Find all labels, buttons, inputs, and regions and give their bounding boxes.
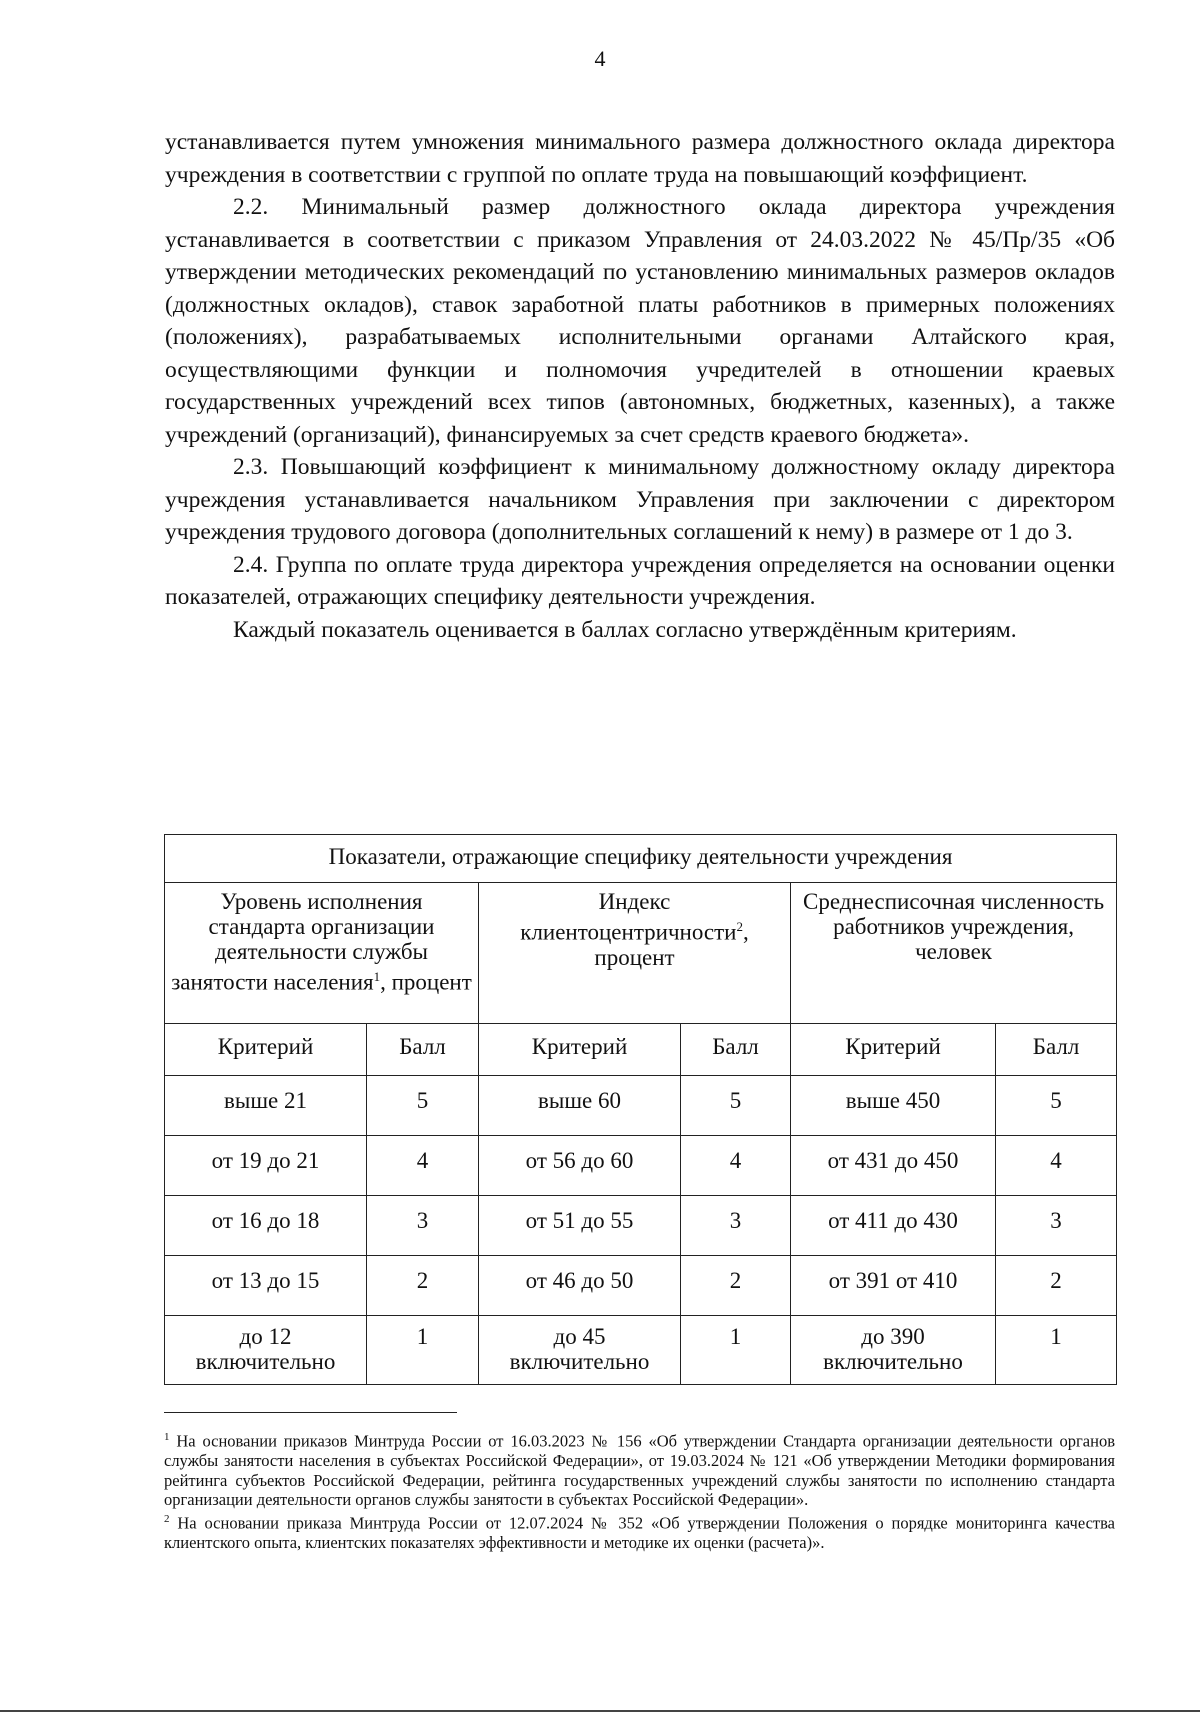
footnote-1 [164,1428,1115,1510]
footnote-mark: 1 [164,1431,170,1443]
score-cell: 4 [367,1136,479,1196]
criterion-cell: от 56 до 60 [479,1136,681,1196]
footnote-ref-2: 2 [736,919,743,934]
group-header-headcount: Среднесписочная численность работников учреждения, человек [791,883,1117,1024]
criterion-cell: от 19 до 21 [165,1136,367,1196]
document-body [165,126,1115,646]
score-cell: 5 [367,1076,479,1136]
footnote-separator [164,1412,457,1413]
scan-edge-line [0,1710,1200,1712]
table-row [165,1256,1117,1316]
criterion-cell: от 411 до 430 [791,1196,996,1256]
criterion-header: Критерий [165,1024,367,1076]
score-header: Балл [367,1024,479,1076]
table-row [165,1076,1117,1136]
criteria-table [164,834,1117,1385]
page-number: 4 [594,46,606,71]
paragraph-2-3: 2.3. Повышающий коэффициент к минимальному должностному окладу директора учреждения устанавливается начальником Управления при заключении с директором учреждения трудового договора (дополнительных соглашений к нему) в размере от 1 до 3. [165,454,1115,545]
score-cell: 5 [681,1076,791,1136]
paragraph-continuation: устанавливается путем умножения минимального размера должностного оклада директора учреждения в соответствии с группой по оплате труда на повышающий коэффициент. [165,129,1115,188]
group-header-standard-level: Уровень исполнения стандарта организации деятельности службы занятости населения$^1$, процент [165,883,479,1024]
score-cell: 1 [996,1316,1117,1385]
criterion-cell: до 390 включительно [791,1316,996,1385]
criterion-cell: от 13 до 15 [165,1256,367,1316]
score-cell: 3 [996,1196,1117,1256]
criterion-cell: до 45 включительно [479,1316,681,1385]
score-cell: 1 [681,1316,791,1385]
table-row [165,1196,1117,1256]
footnote-2 [164,1510,1115,1553]
paragraph-2-4: 2.4. Группа по оплате труда директора учреждения определяется на основании оценки показателей, отражающих специфику деятельности учреждения. [165,551,1115,610]
footnotes [164,1428,1115,1553]
footnote-text: На основании приказа Минтруда России от 12.07.2024 № 352 «Об утверждении Положения о порядке мониторинга качества клиентского опыта, клиентских показателях эффективности и методике их оценки (расчета)». [164,1513,1115,1552]
score-cell: 5 [996,1076,1117,1136]
footnote-ref-1: 1 [373,969,381,984]
criterion-cell: от 431 до 450 [791,1136,996,1196]
criterion-cell: выше 450 [791,1076,996,1136]
score-header: Балл [996,1024,1117,1076]
score-cell: 3 [681,1196,791,1256]
table-row [165,1316,1117,1385]
group-header-client-index: Индекс клиентоцентричности$^2$, процент [479,883,791,1024]
criterion-cell: от 16 до 18 [165,1196,367,1256]
criterion-cell: от 391 от 410 [791,1256,996,1316]
score-cell: 2 [681,1256,791,1316]
score-cell: 3 [367,1196,479,1256]
criterion-cell: выше 60 [479,1076,681,1136]
criterion-cell: от 46 до 50 [479,1256,681,1316]
score-cell: 4 [996,1136,1117,1196]
criterion-header: Критерий [479,1024,681,1076]
footnote-mark: 2 [164,1512,170,1525]
criterion-header: Критерий [791,1024,996,1076]
score-cell: 2 [367,1256,479,1316]
score-cell: 4 [681,1136,791,1196]
criterion-cell: выше 21 [165,1076,367,1136]
criterion-cell: от 51 до 55 [479,1196,681,1256]
table-row [165,1136,1117,1196]
criterion-cell: до 12 включительно [165,1316,367,1385]
paragraph-2-2: 2.2. Минимальный размер должностного оклада директора учреждения устанавливается в соответствии с приказом Управления от 24.03.2022 № 45/Пр/35 «Об утверждении методических рекомендаций по установлению минимальных размеров окладов (должностных окладов), ставок заработной платы работников в примерных положениях (положениях), разрабатываемых исполнительными органами Алтайского края, осуществляющими функции и полномочия учредителей в отношении краевых государственных учреждений всех типов (автономных, бюджетных, казенных), а также учреждений (организаций), финансируемых за счет средств краевого бюджета». [165,194,1115,448]
table-title: Показатели, отражающие специфику деятельности учреждения [165,835,1117,883]
score-cell: 1 [367,1316,479,1385]
paragraph-scoring-note: Каждый показатель оценивается в баллах согласно утверждённым критериям. [233,616,1017,643]
score-header: Балл [681,1024,791,1076]
footnote-text: На основании приказов Минтруда России от 16.03.2023 № 156 «Об утверждении Стандарта организации деятельности органов службы занятости населения в субъектах Российской Федерации», от 19.03.2024 № 121 «Об утверждении Методики формирования рейтинга субъектов Российской Федерации, рейтинга государственных учреждений службы занятости по исполнению стандарта организации деятельности органов службы занятости в субъектах Российской Федерации». [164,1431,1116,1510]
score-cell: 2 [996,1256,1117,1316]
